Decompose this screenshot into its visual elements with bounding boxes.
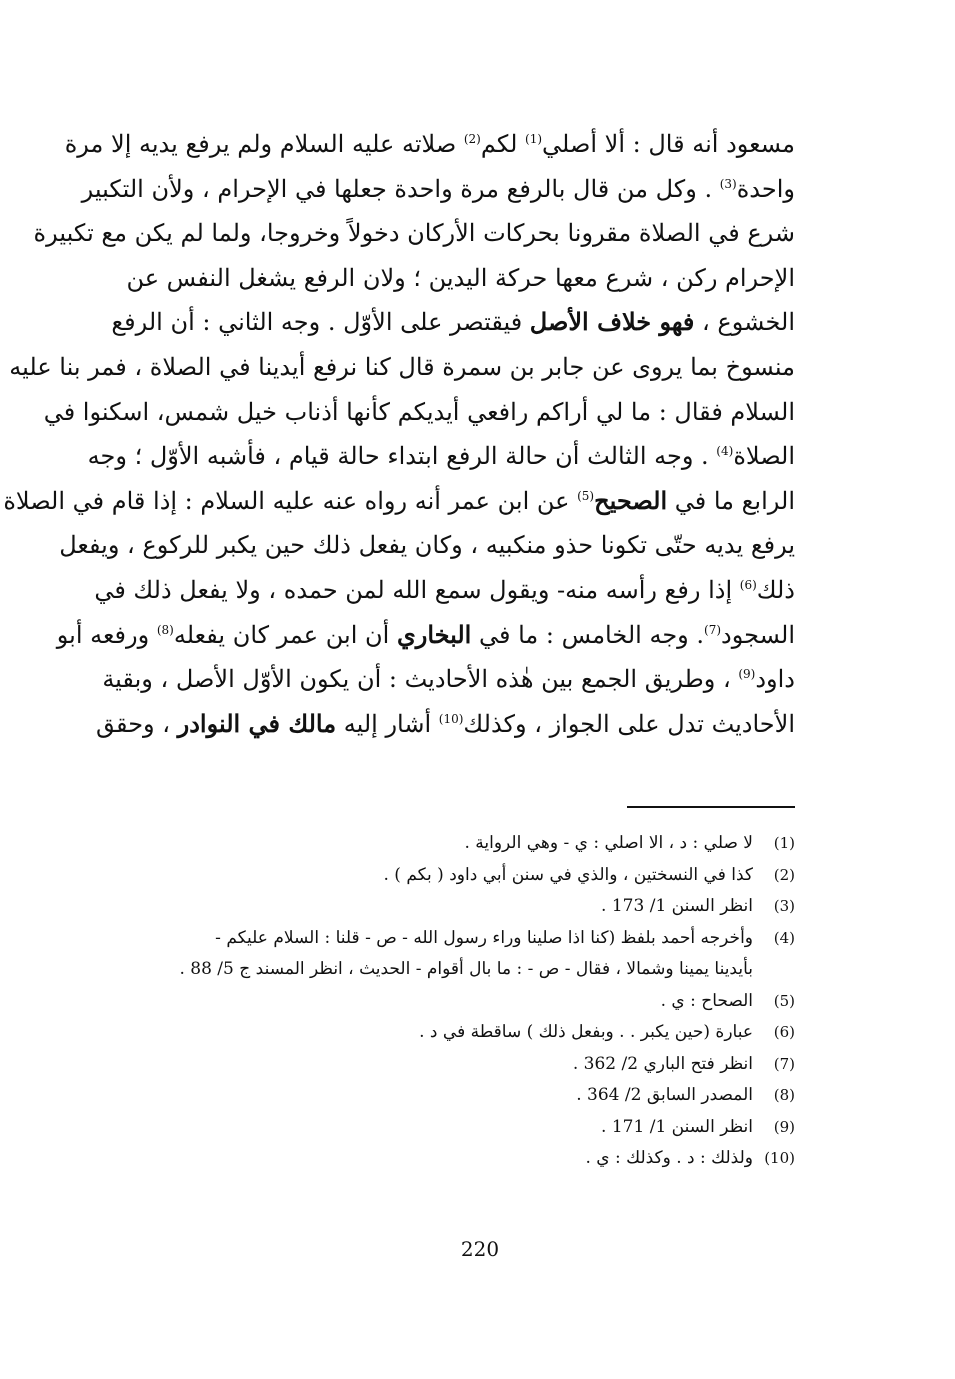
body-line: الخشوع ، فهو خلاف الأصل فيقتصر على الأوّل . وجه الثاني : أن الرفع bbox=[111, 307, 795, 337]
footnote-number: (5) bbox=[773, 991, 795, 1010]
footnote-text: وأخرجه أحمد بلفظ (كنا اذا صلينا وراء رسول الله - ص - قلنا : السلام عليكم - bbox=[215, 927, 753, 948]
page-number: 220 bbox=[460, 1237, 500, 1261]
footnote-text: كذا في النسختين ، والذي في سنن أبي داود ( بكم ) . bbox=[383, 864, 753, 885]
body-line: داود$^{(9)}$ ، وطريق الجمع بين هٰذه الأحاديث : أن يكون الأوّل الأصل ، وبقية bbox=[102, 665, 795, 694]
footnote bbox=[140, 891, 795, 923]
footnote bbox=[140, 860, 795, 892]
footnote-ref[interactable]: (8) bbox=[156, 622, 174, 637]
footnote bbox=[140, 1017, 795, 1049]
main-text bbox=[3, 122, 795, 746]
footnote-ref[interactable]: (4) bbox=[716, 444, 734, 459]
footnote-ref[interactable]: (3) bbox=[719, 176, 737, 191]
footnote-ref[interactable]: (10) bbox=[438, 711, 464, 726]
footnote-ref[interactable]: (7) bbox=[704, 622, 722, 637]
body-line: يرفع يديه حتّى تكونا حذو منكبيه ، وكان يفعل ذلك حين يكبر للركوع ، ويفعل bbox=[59, 531, 795, 560]
footnote-number: (4) bbox=[773, 928, 795, 947]
footnote-number: (3) bbox=[773, 897, 795, 915]
footnote-ref[interactable]: (2) bbox=[463, 132, 481, 146]
body-line: الأحاديث تدل على الجواز ، وكذلك$^{(10)}$ أشار إليه مالك في النوادر ، وحقق bbox=[96, 708, 795, 738]
footnote bbox=[140, 1112, 795, 1144]
footnote-number: (9) bbox=[773, 1117, 795, 1136]
footnote-number: (10) bbox=[764, 1149, 795, 1167]
footnote-text: انظر السنن 1/ 173 . bbox=[601, 896, 753, 916]
footnote-ref[interactable]: (9) bbox=[738, 667, 756, 682]
footnote-text: المصدر السابق 2/ 364 . bbox=[576, 1085, 753, 1105]
footnote bbox=[140, 1143, 795, 1175]
body-line: الصلاة$^{(4)}$ . وجه الثالث أن حالة الرفع ابتداء حالة قيام ، فأشبه الأوّل ؛ وجه bbox=[87, 442, 795, 471]
bold-phrase: الصحيح bbox=[594, 485, 668, 515]
footnote-divider bbox=[627, 806, 795, 808]
body-line: شرع في الصلاة مقرونا بحركات الأركان دخولاً وخروجا، ولما لم يكن مع تكبيرة bbox=[33, 219, 795, 248]
body-line: منسوخ بما يروى عن جابر بن سمرة قال كنا نرفع أيدينا في الصلاة ، فمر بنا عليه bbox=[9, 352, 795, 381]
footnotes bbox=[140, 828, 795, 1175]
body-line: الإحرام ركن ، شرع معها حركة اليدين ؛ ولان الرفع يشغل النفس عن bbox=[126, 263, 795, 292]
footnote-number: (8) bbox=[773, 1086, 795, 1104]
footnote-number: (7) bbox=[773, 1054, 795, 1073]
footnote bbox=[140, 986, 795, 1018]
footnote-number: (1) bbox=[773, 834, 795, 852]
footnote-ref[interactable]: (5) bbox=[577, 488, 595, 503]
bold-phrase: فهو خلاف الأصل bbox=[529, 307, 695, 337]
body-line: الرابع ما في الصحيح$^{(5)}$ عن ابن عمر أنه رواه عنه عليه السلام : إذا قام في الصلاة bbox=[3, 485, 795, 515]
footnote-text: عبارة (حين يكبر . . وبفعل ذلك ) ساقطة في د . bbox=[419, 1022, 753, 1042]
bold-phrase: البخاري bbox=[396, 619, 472, 649]
footnote-continuation: بأيدينا يمينا وشمالا ، فقال - ص - : ما بال أقوام - الحديث ، انظر المسند ج 5/ 88 . bbox=[179, 959, 753, 979]
bold-phrase: مالك في النوادر bbox=[177, 708, 337, 738]
footnote-number: (6) bbox=[773, 1023, 795, 1041]
body-line: السلام فقال : ما لي أراكم رافعي أيديكم كأنها أذناب خيل شمس، اسكنوا في bbox=[43, 397, 795, 426]
footnote-text: انظر السنن 1/ 171 . bbox=[601, 1116, 753, 1137]
footnote-ref[interactable]: (6) bbox=[739, 577, 757, 592]
footnote bbox=[140, 1080, 795, 1112]
footnote bbox=[140, 1049, 795, 1081]
body-line: ذلك$^{(6)}$ إذا رفع رأسه منه- ويقول سمع الله لمن حمده ، ولا يفعل ذلك في bbox=[94, 575, 795, 604]
body-line: السجود$^{(7)}$. وجه الخامس : ما في البخاري أن ابن عمر كان يفعله$^{(8)}$ ورفعه أبو bbox=[56, 619, 795, 649]
body-line: مسعود أنه قال : ألا أصلي$^{(1)}$ لكم$^{(2)}$ صلاته عليه السلام ولم يرفع يديه إلا مرة bbox=[64, 130, 795, 158]
footnote-ref[interactable]: (1) bbox=[525, 132, 543, 146]
footnote bbox=[140, 828, 795, 860]
footnote bbox=[140, 923, 795, 955]
footnote-text: لا صلي : د ، الا اصلي : ي - وهي الرواية . bbox=[464, 833, 753, 853]
footnote-text: الصحاح : ي . bbox=[660, 990, 753, 1011]
body-line: واحدة$^{(3)}$ . وكل من قال بالرفع مرة واحدة جعلها في الإحرام ، ولأن التكبير bbox=[81, 174, 795, 203]
footnote-text: ولذلك : د . وكذلك : ي . bbox=[585, 1148, 753, 1168]
footnote-number: (2) bbox=[773, 865, 795, 884]
footnote-text: انظر فتح الباري 2/ 362 . bbox=[572, 1053, 753, 1074]
